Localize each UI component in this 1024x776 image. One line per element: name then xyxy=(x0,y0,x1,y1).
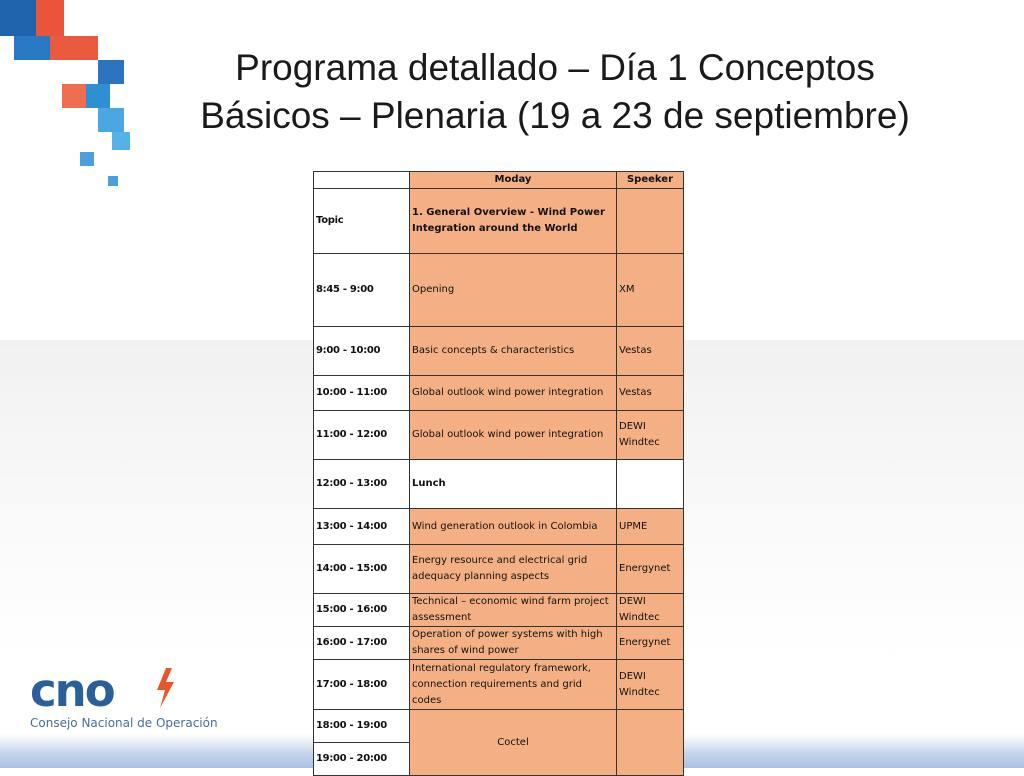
table-row xyxy=(314,460,684,509)
table-row xyxy=(314,660,684,710)
activity-cell: Opening xyxy=(410,254,617,327)
title-line-1: Programa detallado – Día 1 Conceptos xyxy=(235,47,875,88)
lightning-bolt-icon xyxy=(154,668,176,708)
time-cell: 16:00 - 17:00 xyxy=(314,627,410,660)
speaker-cell: UPME xyxy=(617,509,684,545)
table-row xyxy=(314,627,684,660)
time-cell: 17:00 - 18:00 xyxy=(314,660,410,710)
title-line-2: Básicos – Plenaria (19 a 23 de septiembre) xyxy=(200,95,910,136)
topic-speaker xyxy=(617,189,684,254)
topic-row xyxy=(314,189,684,254)
table-row xyxy=(314,594,684,627)
time-cell: 9:00 - 10:00 xyxy=(314,327,410,376)
activity-cell: Wind generation outlook in Colombia xyxy=(410,509,617,545)
evening-activity-cell: Coctel xyxy=(410,710,617,776)
speaker-cell: XM xyxy=(617,254,684,327)
topic-value: 1. General Overview - Wind Power Integration around the World xyxy=(410,189,617,254)
time-cell: 13:00 - 14:00 xyxy=(314,509,410,545)
time-cell: 19:00 - 20:00 xyxy=(314,743,410,776)
speaker-cell: DEWI Windtec xyxy=(617,660,684,710)
activity-cell: Energy resource and electrical grid adequacy planning aspects xyxy=(410,545,617,594)
activity-cell: Technical – economic wind farm project assessment xyxy=(410,594,617,627)
time-cell: 11:00 - 12:00 xyxy=(314,411,410,460)
time-cell: 8:45 - 9:00 xyxy=(314,254,410,327)
activity-cell: Basic concepts & characteristics xyxy=(410,327,617,376)
table-row xyxy=(314,710,684,743)
header-blank xyxy=(314,172,410,189)
topic-label: Topic xyxy=(314,189,410,254)
logo-wordmark: cno xyxy=(30,664,114,717)
header-row xyxy=(314,172,684,189)
slide-title xyxy=(140,44,970,140)
speaker-cell: Energynet xyxy=(617,627,684,660)
cno-logo xyxy=(30,664,218,730)
activity-cell: Operation of power systems with high shares of wind power xyxy=(410,627,617,660)
speaker-cell xyxy=(617,460,684,509)
logo-subtitle: Consejo Nacional de Operación xyxy=(30,716,218,730)
activity-cell: International regulatory framework, connection requirements and grid codes xyxy=(410,660,617,710)
table-row xyxy=(314,411,684,460)
table-row xyxy=(314,509,684,545)
speaker-cell: DEWI Windtec xyxy=(617,411,684,460)
header-day: Moday xyxy=(410,172,617,189)
header-speaker: Speeker xyxy=(617,172,684,189)
time-cell: 14:00 - 15:00 xyxy=(314,545,410,594)
time-cell: 10:00 - 11:00 xyxy=(314,376,410,411)
speaker-cell: Vestas xyxy=(617,376,684,411)
activity-cell: Global outlook wind power integration xyxy=(410,376,617,411)
time-cell: 15:00 - 16:00 xyxy=(314,594,410,627)
time-cell: 18:00 - 19:00 xyxy=(314,710,410,743)
schedule-table xyxy=(313,171,684,776)
speaker-cell: Vestas xyxy=(617,327,684,376)
table-row xyxy=(314,254,684,327)
evening-speaker-cell xyxy=(617,710,684,776)
time-cell: 12:00 - 13:00 xyxy=(314,460,410,509)
table-row xyxy=(314,545,684,594)
table-row xyxy=(314,376,684,411)
activity-cell: Global outlook wind power integration xyxy=(410,411,617,460)
table-row xyxy=(314,327,684,376)
speaker-cell: DEWI Windtec xyxy=(617,594,684,627)
speaker-cell: Energynet xyxy=(617,545,684,594)
activity-cell: Lunch xyxy=(410,460,617,509)
